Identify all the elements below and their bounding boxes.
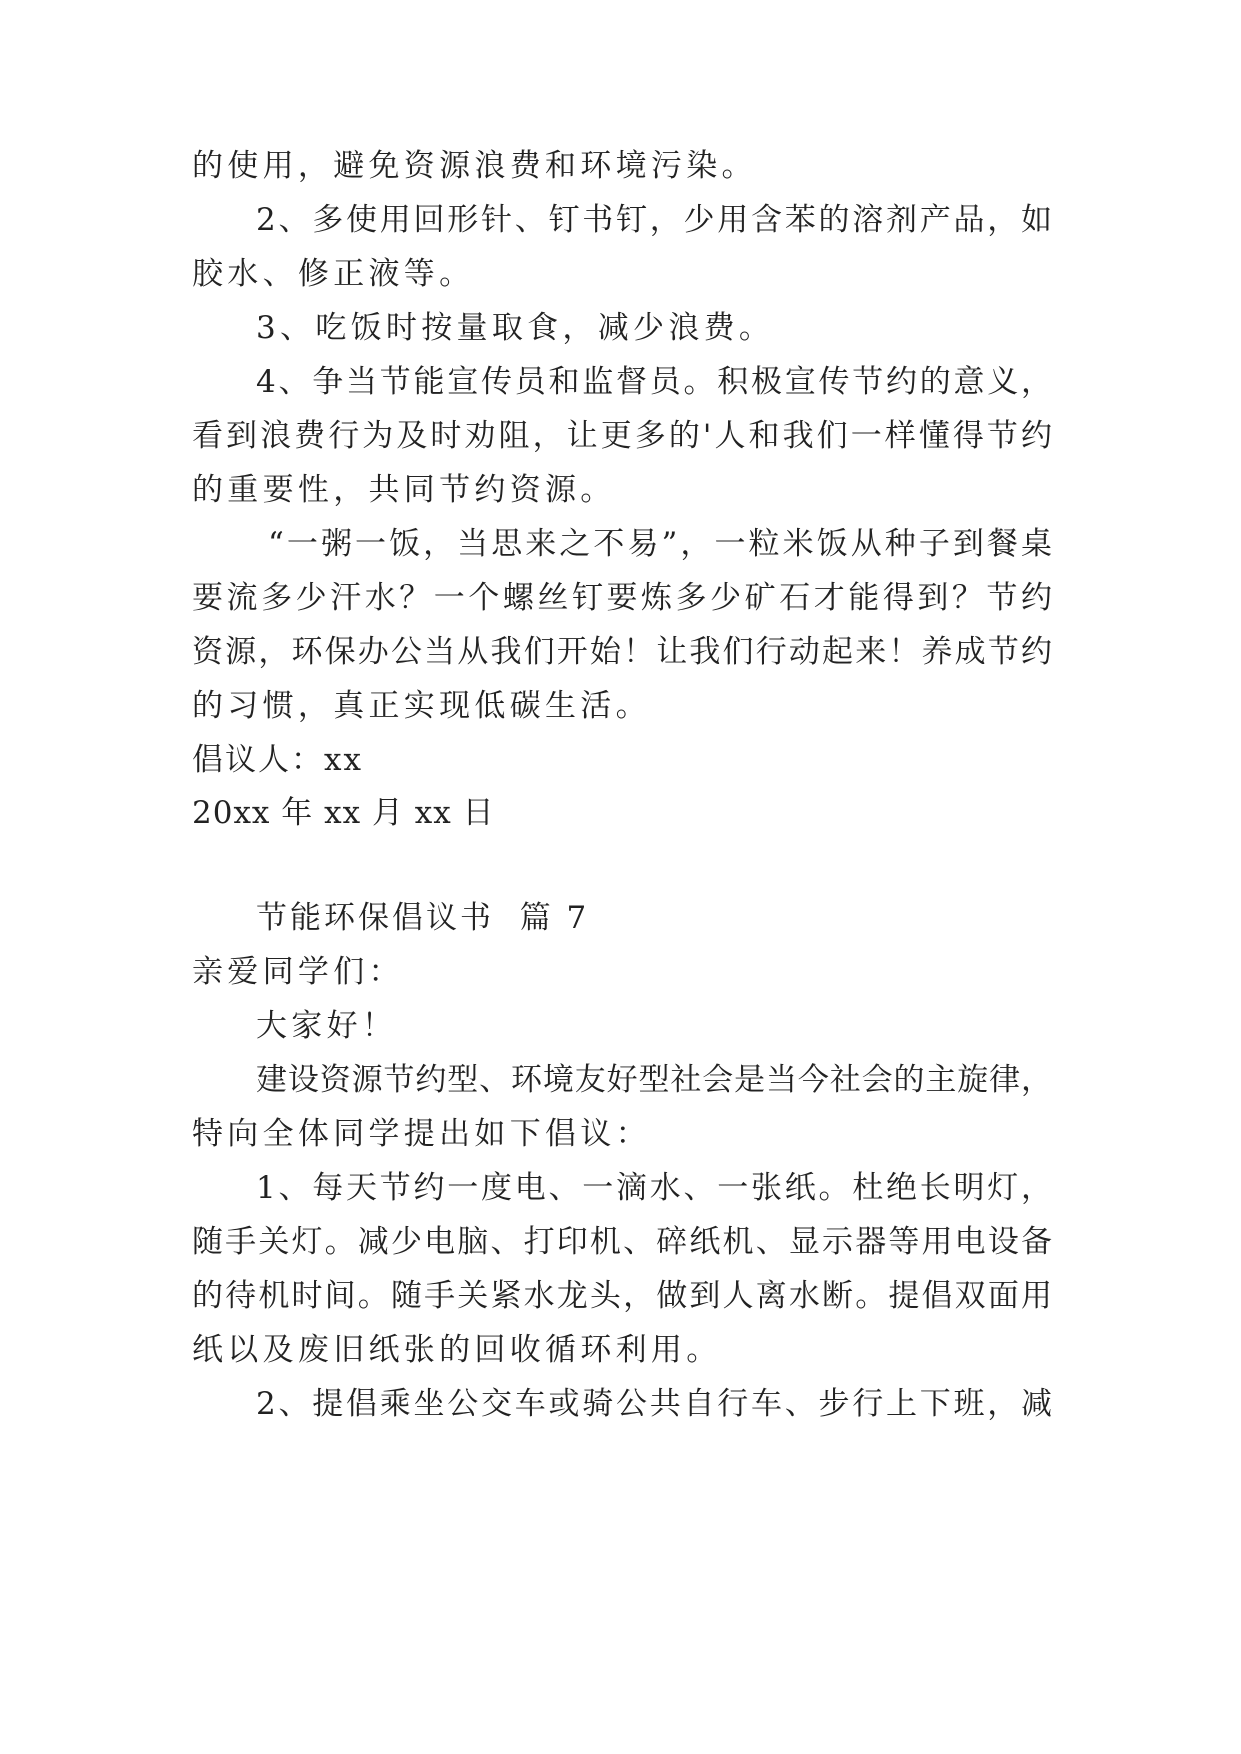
greeting: 大家好！ [256, 1008, 398, 1044]
text-line: 的待机时间。随手关紧水龙头，做到人离水断。提倡双面用 [192, 1278, 1052, 1314]
text-line: 资源，环保办公当从我们开始！让我们行动起来！养成节约 [192, 634, 1052, 670]
text-line: “一粥一饭，当思来之不易”，一粒米饭从种子到餐桌 [268, 526, 1052, 562]
text-line: 特向全体同学提出如下倡议： [192, 1116, 651, 1152]
text-line: 2、提倡乘坐公交车或骑公共自行车、步行上下班，减 [256, 1386, 1052, 1422]
text-line: 的重要性，共同节约资源。 [192, 472, 616, 508]
text-line: 纸以及废旧纸张的回收循环利用。 [192, 1332, 722, 1368]
text-line: 看到浪费行为及时劝阻，让更多的'人和我们一样懂得节约 [192, 418, 1052, 454]
text-line: 1、每天节约一度电、一滴水、一张纸。杜绝长明灯， [256, 1170, 1052, 1206]
text-line: 要流多少汗水？一个螺丝钉要炼多少矿石才能得到？节约 [192, 580, 1052, 616]
salutation: 亲爱同学们： [192, 954, 404, 990]
text-line: 胶水、修正液等。 [192, 256, 475, 292]
text-line: 的使用，避免资源浪费和环境污染。 [192, 148, 757, 184]
text-line: 4、争当节能宣传员和监督员。积极宣传节约的意义， [256, 364, 1052, 400]
signatory-line: 倡议人：xx [192, 742, 363, 778]
text-line: 建设资源节约型、环境友好型社会是当今社会的主旋律， [256, 1062, 1052, 1098]
text-line: 的习惯，真正实现低碳生活。 [192, 688, 651, 724]
text-line: 2、多使用回形针、钉书钉，少用含苯的溶剂产品，如 [256, 202, 1052, 238]
section-title: 节能环保倡议书 篇 7 [256, 900, 590, 936]
text-line: 随手关灯。减少电脑、打印机、碎纸机、显示器等用电设备 [192, 1224, 1052, 1260]
date-line: 20xx 年 xx 月 xx 日 [192, 795, 495, 831]
text-line: 3、吃饭时按量取食，减少浪费。 [256, 310, 775, 346]
